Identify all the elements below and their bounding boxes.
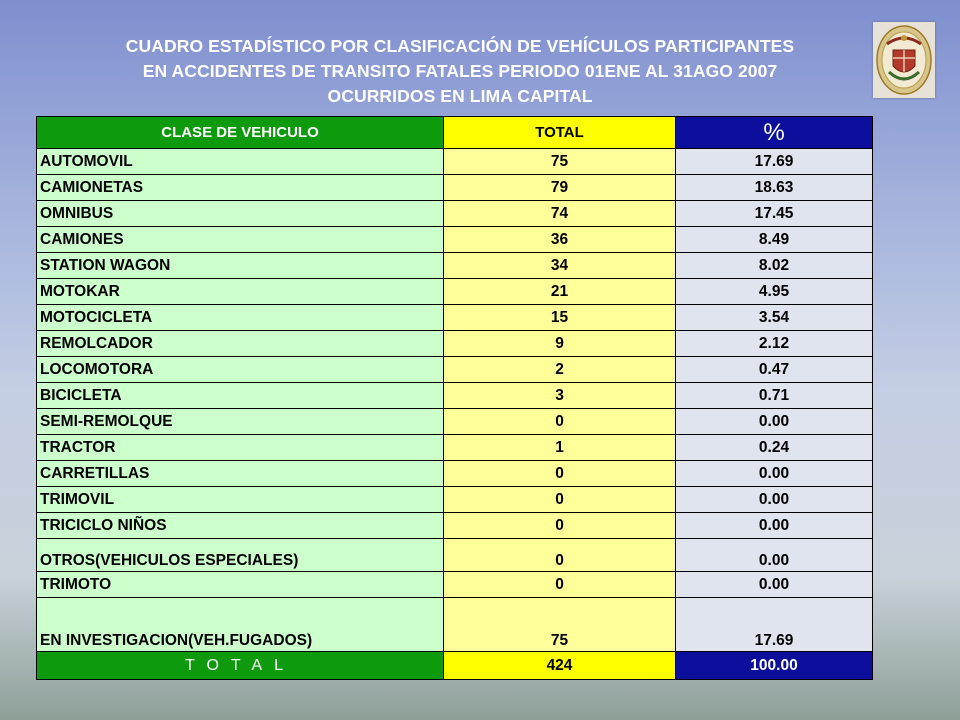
cell-percent: 18.63 bbox=[676, 175, 873, 201]
table-row bbox=[37, 279, 873, 305]
cell-clase: TRICICLO NIÑOS bbox=[37, 513, 444, 539]
cell-total: 0 bbox=[444, 487, 676, 513]
table-row bbox=[37, 149, 873, 175]
cell-clase: CAMIONES bbox=[37, 227, 444, 253]
cell-clase: BICICLETA bbox=[37, 383, 444, 409]
cell-total: 0 bbox=[444, 572, 676, 598]
cell-clase: MOTOKAR bbox=[37, 279, 444, 305]
cell-percent: 17.45 bbox=[676, 201, 873, 227]
table-row bbox=[37, 539, 873, 572]
cell-percent: 3.54 bbox=[676, 305, 873, 331]
cell-total: 9 bbox=[444, 331, 676, 357]
table-row bbox=[37, 201, 873, 227]
table-row bbox=[37, 227, 873, 253]
cell-total: 0 bbox=[444, 409, 676, 435]
cell-percent: 8.02 bbox=[676, 253, 873, 279]
cell-percent: 0.00 bbox=[676, 539, 873, 572]
cell-percent: 4.95 bbox=[676, 279, 873, 305]
table-row bbox=[37, 409, 873, 435]
table-row bbox=[37, 253, 873, 279]
header-total: TOTAL bbox=[444, 117, 676, 149]
table-row bbox=[37, 598, 873, 652]
cell-percent: 0.71 bbox=[676, 383, 873, 409]
cell-percent: 0.00 bbox=[676, 461, 873, 487]
table-total-row bbox=[37, 652, 873, 680]
cell-clase: STATION WAGON bbox=[37, 253, 444, 279]
title-line-3: OCURRIDOS EN LIMA CAPITAL bbox=[327, 86, 593, 106]
police-emblem-icon bbox=[873, 22, 935, 98]
cell-total: 75 bbox=[444, 598, 676, 652]
cell-percent: 17.69 bbox=[676, 149, 873, 175]
cell-clase: TRACTOR bbox=[37, 435, 444, 461]
cell-total: 36 bbox=[444, 227, 676, 253]
table-row bbox=[37, 383, 873, 409]
table-header-row bbox=[37, 117, 873, 149]
header-clase: CLASE DE VEHICULO bbox=[37, 117, 444, 149]
cell-total: 21 bbox=[444, 279, 676, 305]
cell-percent: 0.00 bbox=[676, 513, 873, 539]
title-line-1: CUADRO ESTADÍSTICO POR CLASIFICACIÓN DE VEHÍCULOS PARTICIPANTES bbox=[125, 36, 795, 56]
total-percent: 100.00 bbox=[676, 652, 873, 680]
table-row bbox=[37, 513, 873, 539]
cell-clase: MOTOCICLETA bbox=[37, 305, 444, 331]
cell-clase: TRIMOVIL bbox=[37, 487, 444, 513]
cell-total: 1 bbox=[444, 435, 676, 461]
cell-percent: 0.00 bbox=[676, 572, 873, 598]
cell-total: 74 bbox=[444, 201, 676, 227]
cell-total: 2 bbox=[444, 357, 676, 383]
cell-total: 15 bbox=[444, 305, 676, 331]
cell-percent: 0.47 bbox=[676, 357, 873, 383]
cell-total: 79 bbox=[444, 175, 676, 201]
table-row bbox=[37, 305, 873, 331]
cell-clase: OTROS(VEHICULOS ESPECIALES) bbox=[37, 539, 444, 572]
cell-clase: SEMI-REMOLQUE bbox=[37, 409, 444, 435]
cell-total: 75 bbox=[444, 149, 676, 175]
cell-clase: AUTOMOVIL bbox=[37, 149, 444, 175]
cell-percent: 17.69 bbox=[676, 598, 873, 652]
table-row bbox=[37, 331, 873, 357]
table-row bbox=[37, 357, 873, 383]
cell-clase: REMOLCADOR bbox=[37, 331, 444, 357]
cell-clase: TRIMOTO bbox=[37, 572, 444, 598]
cell-percent: 0.00 bbox=[676, 409, 873, 435]
cell-percent: 0.24 bbox=[676, 435, 873, 461]
cell-percent: 0.00 bbox=[676, 487, 873, 513]
cell-total: 3 bbox=[444, 383, 676, 409]
table-row bbox=[37, 175, 873, 201]
cell-total: 0 bbox=[444, 539, 676, 572]
table-row bbox=[37, 487, 873, 513]
table-row bbox=[37, 435, 873, 461]
cell-clase: CAMIONETAS bbox=[37, 175, 444, 201]
cell-clase: CARRETILLAS bbox=[37, 461, 444, 487]
total-label: TOTAL bbox=[37, 652, 444, 680]
cell-clase: OMNIBUS bbox=[37, 201, 444, 227]
cell-clase: LOCOMOTORA bbox=[37, 357, 444, 383]
table-row bbox=[37, 461, 873, 487]
vehicle-class-table bbox=[36, 116, 873, 680]
title-line-2: EN ACCIDENTES DE TRANSITO FATALES PERIODO 01ENE AL 31AGO 2007 bbox=[142, 61, 778, 81]
cell-clase: EN INVESTIGACION(VEH.FUGADOS) bbox=[37, 598, 444, 652]
header-percent: % bbox=[676, 117, 873, 149]
cell-total: 0 bbox=[444, 513, 676, 539]
cell-percent: 8.49 bbox=[676, 227, 873, 253]
cell-percent: 2.12 bbox=[676, 331, 873, 357]
cell-total: 0 bbox=[444, 461, 676, 487]
table-row bbox=[37, 572, 873, 598]
total-count: 424 bbox=[444, 652, 676, 680]
slide-title bbox=[40, 34, 880, 109]
cell-total: 34 bbox=[444, 253, 676, 279]
